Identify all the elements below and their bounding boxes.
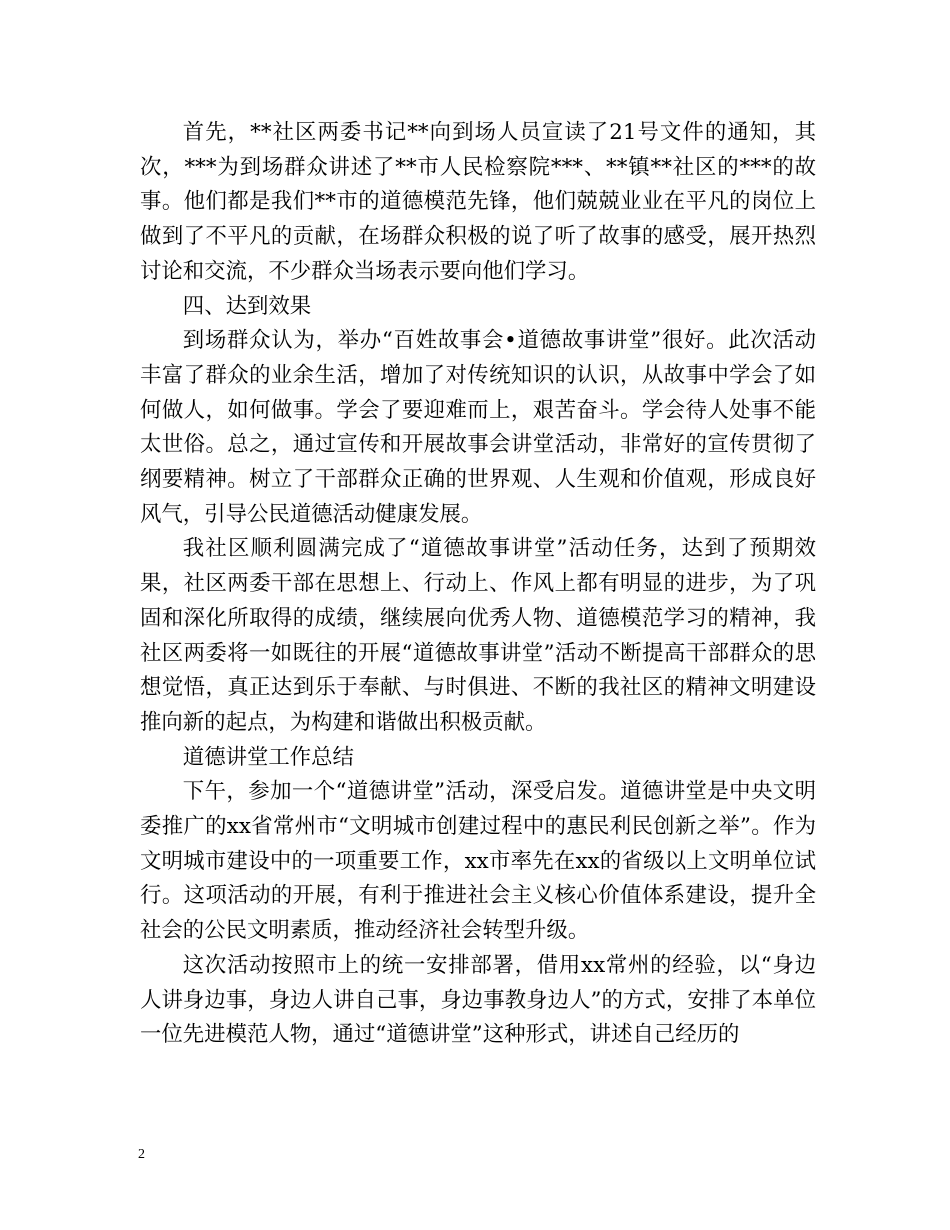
paragraph-lecture-hall-intro: 下午，参加一个“道德讲堂”活动，深受启发。道德讲堂是中央文明委推广的xx省常州市“文明城市创建过程中的惠民利民创新之举”。作为文明城市建设中的一项重要工作，xx市率先在xx的省级以上文明单位试行。这项活动的开展，有利于推进社会主义核心价值体系建设，提升全社会的公民文明素质，推动经济社会转型升级。 — [140, 779, 816, 944]
paragraph-audience-feedback: 到场群众认为，举办“百姓故事会•道德故事讲堂”很好。此次活动丰富了群众的业余生活，增加了对传统知识的认识，从故事中学会了如何做人，如何做事。学会了要迎难而上，艰苦奋斗。学会待人处事不能太世俗。总之，通过宣传和开展故事会讲堂活动，非常好的宣传贯彻了纲要精神。树立了干部群众正确的世界观、人生观和价值观，形成良好风气，引导公民道德活动健康发展。 — [140, 328, 816, 527]
paragraph-community-conclusion: 我社区顺利圆满完成了“道德故事讲堂”活动任务，达到了预期效果，社区两委干部在思想上、行动上、作风上都有明显的进步，为了巩固和深化所取得的成绩，继续展向优秀人物、道德模范学习的精神，我社区两委将一如既往的开展“道德故事讲堂”活动不断提高干部群众的思想觉悟，真正达到乐于奉献、与时俱进、不断的我社区的精神文明建设推向新的起点，为构建和谐做出积极贡献。 — [140, 536, 816, 735]
section-heading-results: 四、达到效果 — [182, 293, 312, 319]
paragraph-prosecutor-stories: 首先，**社区两委书记**向到场人员宣读了21号文件的通知，其次，***为到场群众讲述了**市人民检察院***、**镇**社区的***的故事。他们都是我们**市的道德模范先锋，他们兢兢业业在平凡的岗位上做到了不平凡的贡献，在场群众积极的说了听了故事的感受，展开热烈讨论和交流，不少群众当场表示要向他们学习。 — [140, 120, 816, 284]
section-heading-summary: 道德讲堂工作总结 — [182, 744, 354, 770]
document-body — [140, 116, 816, 1053]
page-number: 2 — [138, 1147, 145, 1162]
paragraph-activity-arrangement: 这次活动按照市上的统一安排部署，借用xx常州的经验，以“身边人讲身边事，身边人讲自己事，身边事教身边人”的方式，安排了本单位一位先进模范人物，通过“道德讲堂”这种形式，讲述自己经历的 — [140, 952, 816, 1048]
